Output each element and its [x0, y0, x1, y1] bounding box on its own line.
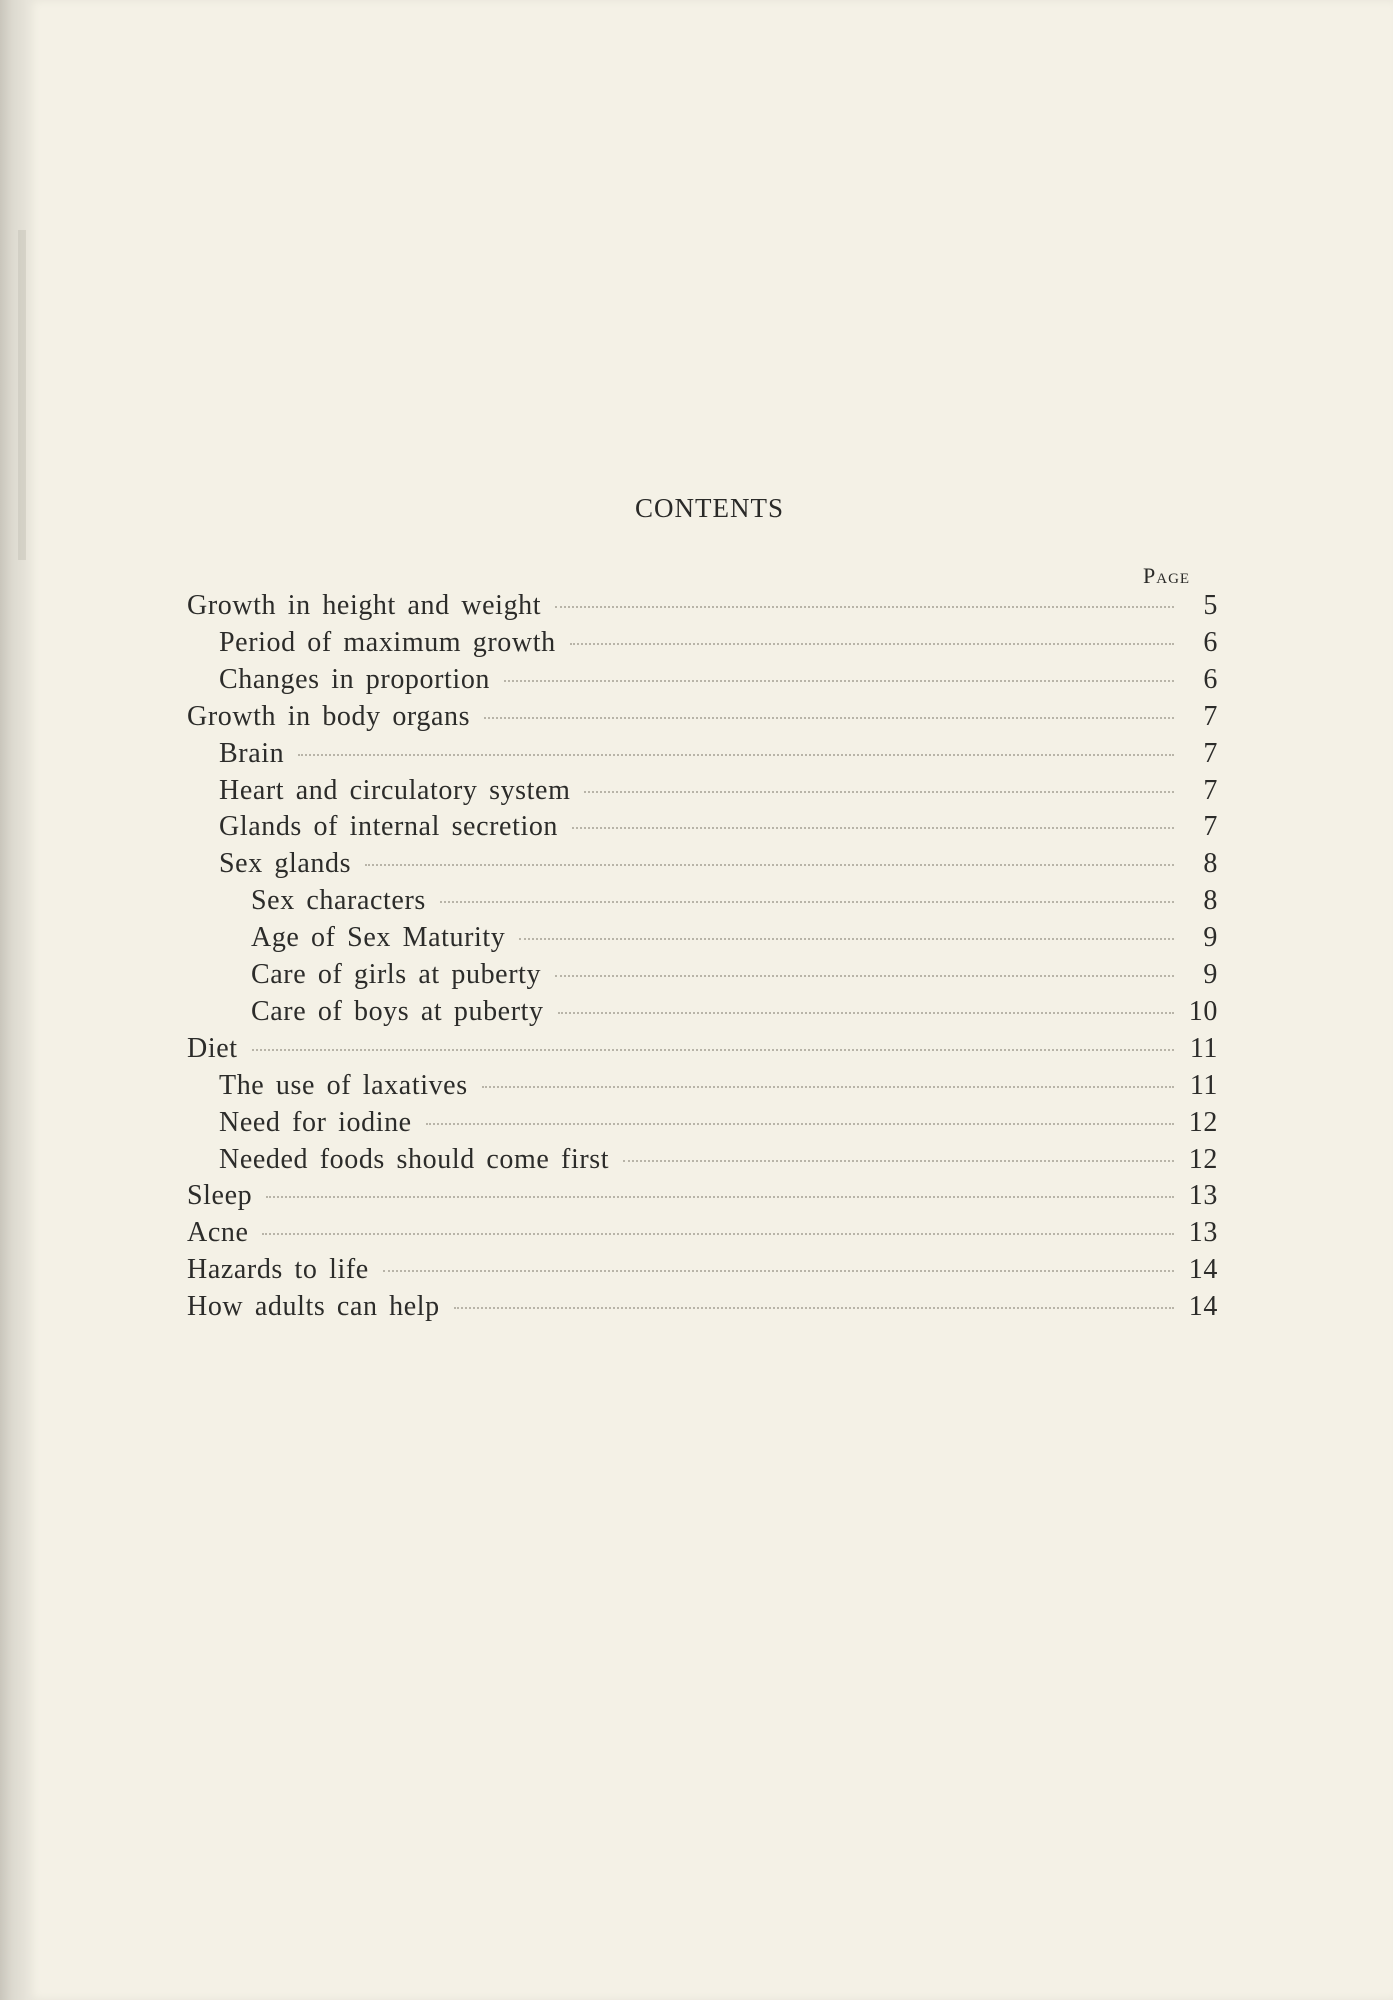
- toc-entry: [251, 922, 1218, 958]
- toc-entry: [219, 1144, 1218, 1180]
- toc-entry-label: Sex glands: [219, 848, 352, 880]
- toc-entry-page-number: 7: [1203, 774, 1218, 806]
- toc-entry-label: Heart and circulatory system: [219, 774, 571, 806]
- toc-entry-page-number: 8: [1203, 885, 1218, 917]
- toc-entry: [219, 811, 1218, 847]
- toc-entry-page-number: 12: [1188, 1143, 1218, 1175]
- toc-entry: [251, 885, 1218, 921]
- dot-leader: [426, 1123, 1174, 1125]
- toc-entry: [187, 1254, 1218, 1290]
- toc-entry: [251, 959, 1218, 995]
- dot-leader: [440, 901, 1174, 903]
- toc-entry-page-number: 10: [1188, 995, 1218, 1027]
- toc-entry-label: Age of Sex Maturity: [251, 922, 506, 954]
- dot-leader: [482, 1086, 1174, 1088]
- dot-leader: [484, 717, 1174, 719]
- contents-title: CONTENTS: [635, 493, 784, 523]
- dot-leader: [298, 754, 1174, 756]
- toc-entry: [219, 1070, 1218, 1106]
- dot-leader: [623, 1160, 1174, 1162]
- dot-leader: [504, 680, 1174, 682]
- toc-entry-page-number: 12: [1188, 1106, 1218, 1138]
- dot-leader: [262, 1233, 1174, 1235]
- toc-entry-label: Period of maximum growth: [219, 626, 556, 658]
- dot-leader: [383, 1270, 1174, 1272]
- toc-entry-label: Sex characters: [251, 885, 426, 917]
- toc-entry-page-number: 9: [1203, 922, 1218, 954]
- toc-entry-label: Need for iodine: [219, 1106, 412, 1138]
- contents-page: [26, 0, 1393, 2000]
- toc-entry-label: The use of laxatives: [219, 1069, 468, 1101]
- toc-entry: [219, 627, 1218, 663]
- dot-leader: [570, 643, 1174, 645]
- dot-leader: [365, 864, 1174, 866]
- dot-leader: [572, 827, 1174, 829]
- dot-leader: [555, 975, 1174, 977]
- toc-entry-label: Care of boys at puberty: [251, 995, 544, 1027]
- toc-entry: [187, 1217, 1218, 1253]
- toc-entry: [219, 738, 1218, 774]
- toc-entry-label: Acne: [187, 1217, 249, 1249]
- spine-shadow: [18, 230, 26, 560]
- toc-entry-page-number: 14: [1188, 1291, 1218, 1323]
- toc-entry-label: Care of girls at puberty: [251, 959, 542, 990]
- toc-entry-page-number: 6: [1203, 663, 1218, 695]
- toc-entry-page-number: 5: [1203, 590, 1218, 621]
- toc-entry-label: Growth in height and weight: [187, 590, 542, 621]
- toc-entry: [219, 848, 1218, 884]
- toc-entry-label: Glands of internal secretion: [219, 811, 559, 843]
- toc-entry: [187, 1033, 1218, 1069]
- toc-entry-page-number: 8: [1203, 848, 1218, 880]
- dot-leader: [555, 606, 1174, 608]
- dot-leader: [454, 1307, 1174, 1309]
- toc-entry-page-number: 14: [1188, 1254, 1218, 1286]
- toc-entry: [219, 664, 1218, 700]
- toc-entry-label: Brain: [219, 737, 285, 769]
- toc-entry-page-number: 9: [1203, 959, 1218, 990]
- toc-entry-label: Needed foods should come first: [219, 1143, 610, 1175]
- dot-leader: [266, 1196, 1174, 1198]
- toc-entry-page-number: 13: [1188, 1217, 1218, 1249]
- toc-entry-page-number: 13: [1188, 1180, 1218, 1212]
- toc-entry: [187, 590, 1218, 626]
- toc-entry-page-number: 7: [1203, 700, 1218, 732]
- toc-entry-label: Growth in body organs: [187, 700, 471, 732]
- toc-entry: [187, 701, 1218, 737]
- dot-leader: [584, 791, 1174, 793]
- dot-leader: [252, 1049, 1174, 1051]
- toc-entry: [219, 775, 1218, 811]
- toc-entry-label: How adults can help: [187, 1291, 440, 1323]
- toc-entry: [251, 996, 1218, 1032]
- toc-entry-page-number: 7: [1203, 737, 1218, 769]
- toc-entry-page-number: 6: [1203, 626, 1218, 658]
- dot-leader: [519, 938, 1174, 940]
- toc-entry-label: Diet: [187, 1032, 238, 1064]
- page-column-heading: Page: [1143, 563, 1191, 588]
- toc-entry-page-number: 11: [1189, 1032, 1218, 1064]
- dot-leader: [558, 1012, 1174, 1014]
- toc-entry: [219, 1107, 1218, 1143]
- toc-entry: [187, 1180, 1218, 1216]
- toc-entry-page-number: 7: [1203, 811, 1218, 843]
- toc-entry-label: Changes in proportion: [219, 663, 491, 695]
- toc-entry-page-number: 11: [1189, 1069, 1218, 1101]
- toc-entry-label: Hazards to life: [187, 1254, 369, 1286]
- toc-entry-label: Sleep: [187, 1180, 253, 1212]
- toc-entry: [187, 1291, 1218, 1327]
